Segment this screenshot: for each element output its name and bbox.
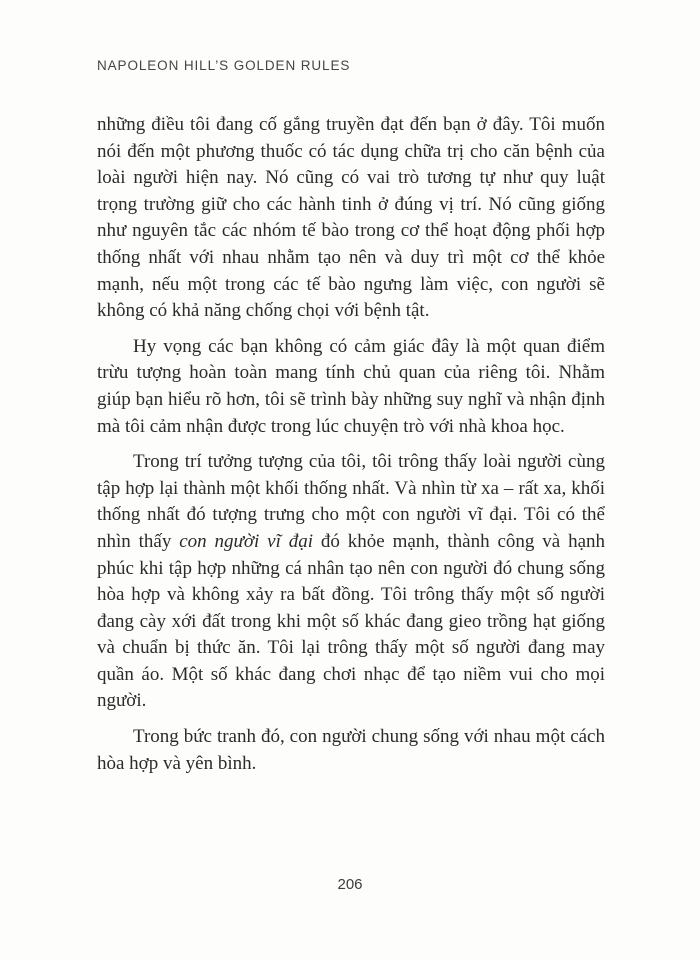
text-segment: Trong bức tranh đó, con người chung sống với nhau một cách hòa hợp và yên bình. bbox=[97, 726, 605, 774]
page-body bbox=[97, 112, 605, 786]
page-number: 206 bbox=[337, 876, 363, 893]
paragraph bbox=[97, 449, 605, 715]
text-segment: Hy vọng các bạn không có cảm giác đây là một quan điểm trừu tượng hoàn toàn mang tính chủ quan của riêng tôi. Nhằm giúp bạn hiểu rõ hơn, tôi sẽ trình bày những suy nghĩ và nhận định mà tôi cảm nhận được trong lúc chuyện trò với nhà khoa học. bbox=[97, 335, 605, 437]
paragraph bbox=[97, 112, 605, 325]
text-segment: đó khỏe mạnh, thành công và hạnh phúc khi tập hợp những cá nhân tạo nên con người đó chung sống hòa hợp và không xảy ra bất đồng. Tôi trông thấy một số người đang cày xới đất trong khi một số khác đang gieo trồng hạt giống và chuẩn bị thức ăn. Tôi lại trông thấy một số người đang may quần áo. Một số khác đang chơi nhạc để tạo niềm vui cho mọi người. bbox=[97, 530, 606, 712]
text-segment: Trong trí tưởng tượng của tôi, tôi trông thấy loài người cùng tập hợp lại thành một khối thống nhất. Và nhìn từ xa – rất xa, khối thống nhất đó tượng trưng cho một con người vĩ đại. Tôi có thể nhìn thấy bbox=[97, 451, 605, 552]
italic-phrase: con người vĩ đại bbox=[179, 530, 314, 552]
paragraph bbox=[97, 724, 605, 777]
paragraph bbox=[97, 334, 605, 440]
running-header: NAPOLEON HILL’S GOLDEN RULES bbox=[97, 58, 351, 73]
text-segment: những điều tôi đang cố gắng truyền đạt đến bạn ở đây. Tôi muốn nói đến một phương thuốc có tác dụng chữa trị cho căn bệnh của loài người hiện nay. Nó cũng có vai trò tương tự như quy luật trọng trường giữ cho các hành tinh ở đúng vị trí. Nó cũng giống như nguyên tắc các nhóm tế bào trong cơ thể hoạt động phối hợp thống nhất với nhau nhằm tạo nên và duy trì một cơ thể khỏe mạnh, nếu một trong các tế bào ngưng làm việc, con người sẽ không có khả năng chống chọi với bệnh tật. bbox=[97, 114, 605, 322]
